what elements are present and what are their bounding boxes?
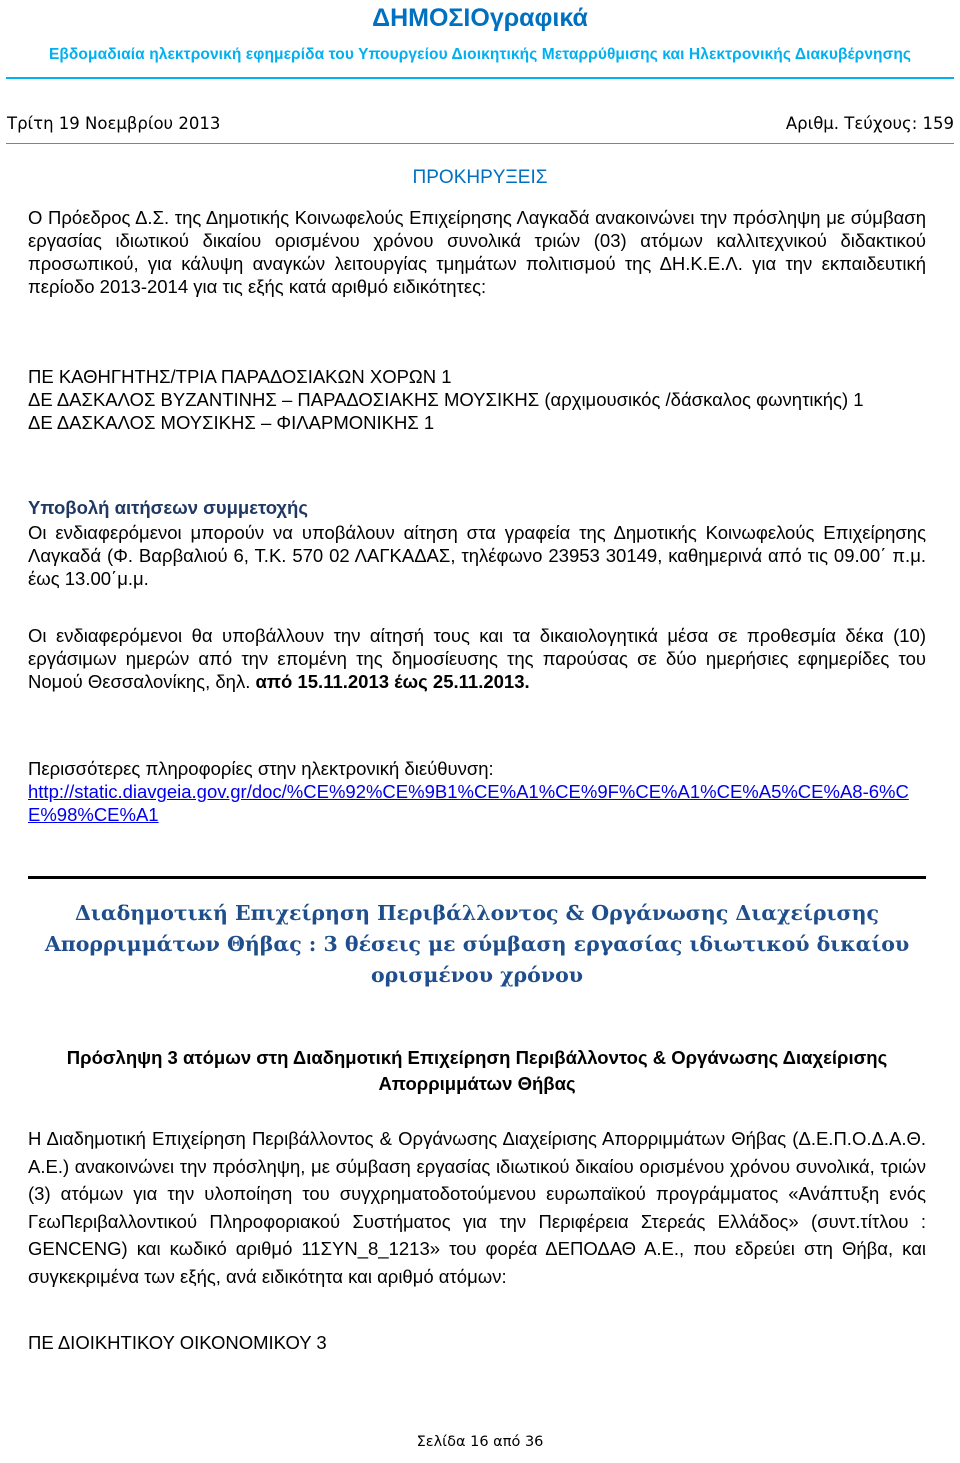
article-body: Η Διαδημοτική Επιχείρηση Περιβάλλοντος & Οργάνωσης Διαχείρισης Απορριμμάτων Θήβας (Δ.Ε.Π.Ο.Δ.Α.Θ. Α.Ε.) ανακοινώνει την πρόσληψη, με σύμβαση εργασίας ιδιωτικού δικαίου ορισμένου χρόνου συνολικά, τριών (3) ατόμων για την υλοποίηση του συγχρηματοδοτούμενου ευρωπαϊκού προγράμματος «Ανάπτυξη ενός ΓεωΠεριβαλλοντικού Πληροφοριακού Συστήματος για την Περιφέρεια Στερεάς Ελλάδος» (συντ.τίτλου : GENCENG) και κωδικό αριθμό 11ΣΥΝ_8_1213» του φορέα ΔΕΠΟΔΑΘ Α.Ε., που εδρεύει στη Θήβα, και συγκεκριμένα των εξής, ανά ειδικότητα και αριθμό ατόμων: — [28, 1128, 926, 1287]
notice-intro-paragraph: Ο Πρόεδρος Δ.Σ. της Δημοτικής Κοινωφελούς Επιχείρησης Λαγκαδά ανακοινώνει την πρόσληψη με σύμβαση εργασίας ιδιωτικού δικαίου ορισμένου χρόνου συνολικά τριών (03) ατόμων καλλιτεχνικού διδακτικού προσωπικού, για κάλυψη αναγκών λειτουργίας τμημάτων πολιτισμού της ΔΗ.Κ.Ε.Λ. για την εκπαιδευτική περίοδο 2013-2014 για τις εξής κατά αριθμό ειδικότητες: — [28, 207, 926, 297]
deadline-text: Οι ενδιαφερόμενοι θα υποβάλλουν την αίτησή τους και τα δικαιολογητικά μέσα σε προθεσμία δέκα (10) εργάσιμων ημερών από την επομένη της δημοσίευσης της παρούσας σε δύο ημερήσιες εφημερίδες του Νομού Θεσσαλονίκης, δηλ. — [28, 625, 926, 692]
masthead-subtitle: Εβδομαδιαία ηλεκτρονική εφημερίδα του Υπουργείου Διοικητικής Μεταρρύθμισης και Ηλεκτρονικής Διακυβέρνησης — [48, 46, 912, 63]
apply-paragraph: Οι ενδιαφερόμενοι μπορούν να υποβάλουν αίτηση στα γραφεία της Δημοτικής Κοινωφελούς Επιχείρησης Λαγκαδά (Φ. Βαρβαλιού 6, Τ.Κ. 570 02 ΛΑΓΚΑΔΑΣ, τηλέφωνο 23953 30149, καθημερινά από τις 09.00΄ π.μ. έως 13.00΄μ.μ. — [28, 522, 926, 589]
list-item: ΔΕ ΔΑΣΚΑΛΟΣ ΒΥΖΑΝΤΙΝΗΣ – ΠΑΡΑΔΟΣΙΑΚΗΣ ΜΟΥΣΙΚΗΣ (αρχιμουσικός /δάσκαλος φωνητικής) 1 — [28, 389, 864, 410]
issue-divider — [6, 143, 954, 144]
section-heading: ΠΡΟΚΗΡΥΞΕΙΣ — [412, 167, 548, 188]
deadline-dates: από 15.11.2013 έως 25.11.2013. — [255, 671, 530, 692]
article-lead: Πρόσληψη 3 ατόμων στη Διαδημοτική Επιχείρηση Περιβάλλοντος & Οργάνωσης Διαχείρισης Απορριμμάτων Θήβας — [66, 1047, 888, 1094]
diavgeia-link[interactable]: http://static.diavgeia.gov.gr/doc/%CE%92%CE%9B1%CE%A1%CE%9F%CE%A1%CE%A5%CE%A8-6%CE%98%CE%A1 — [28, 781, 909, 825]
specialties-list — [28, 365, 926, 434]
apply-heading: Υποβολή αιτήσεων συμμετοχής — [28, 497, 308, 518]
page-number: Σελίδα 16 από 36 — [416, 1434, 544, 1450]
issue-info-row — [7, 114, 954, 138]
info-paragraph — [28, 757, 926, 826]
issue-date: Τρίτη 19 Νοεμβρίου 2013 — [7, 114, 221, 133]
list-item: ΠΕ ΚΑΘΗΓΗΤΗΣ/ΤΡΙΑ ΠΑΡΑΔΟΣΙΑΚΩΝ ΧΟΡΩΝ 1 — [28, 366, 452, 387]
issue-number: Αριθμ. Τεύχους: 159 — [785, 114, 954, 133]
article-divider — [28, 876, 926, 879]
info-text: Περισσότερες πληροφορίες στην ηλεκτρονική διεύθυνση: — [28, 758, 494, 779]
position-item: ΠΕ ΔΙΟΙΚΗΤΙΚΟΥ ΟΙΚΟΝΟΜΙΚΟΥ 3 — [28, 1332, 327, 1353]
masthead-divider — [6, 77, 954, 79]
masthead-title: ΔΗΜΟΣΙΟγραφικά — [372, 4, 588, 32]
list-item: ΔΕ ΔΑΣΚΑΛΟΣ ΜΟΥΣΙΚΗΣ – ΦΙΛΑΡΜΟΝΙΚΗΣ 1 — [28, 412, 435, 433]
deadline-paragraph — [28, 624, 926, 693]
article-title: Διαδημοτική Επιχείρηση Περιβάλλοντος & Οργάνωσης Διαχείρισης Απορριμμάτων Θήβας : 3 θέσεις με σύμβαση εργασίας ιδιωτικού δικαίου ορισμένου χρόνου — [44, 901, 910, 987]
